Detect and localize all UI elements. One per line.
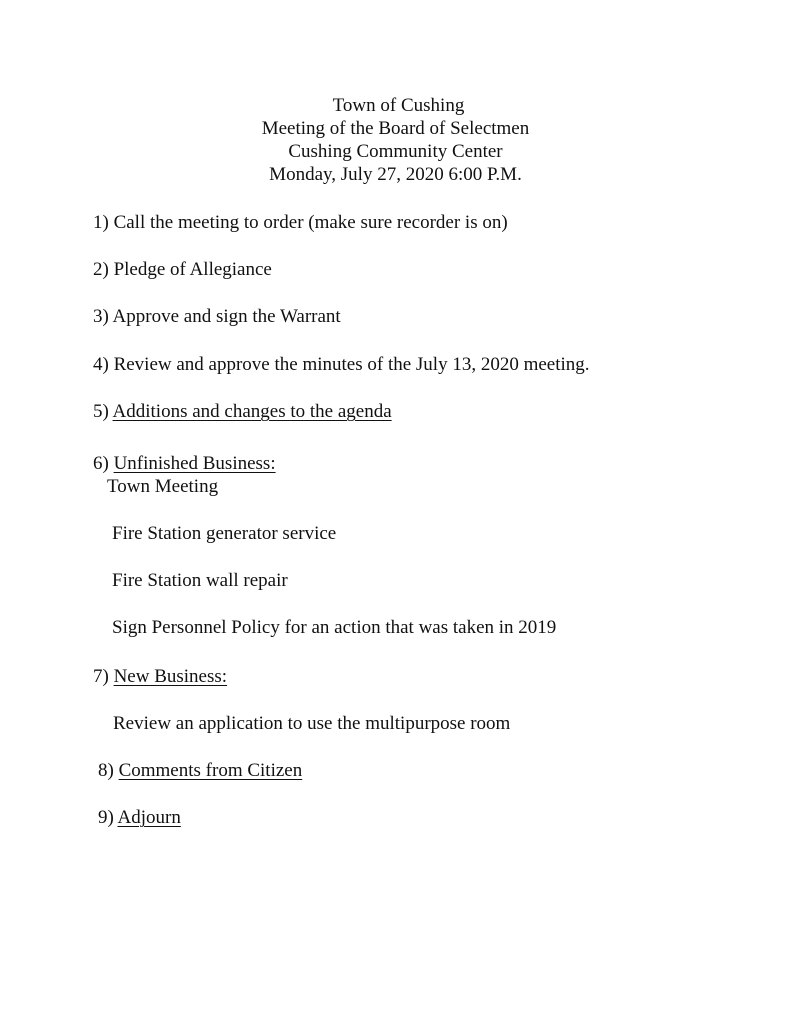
- agenda-subitem: Review an application to use the multipurpose room: [113, 713, 511, 734]
- meeting-datetime: Monday, July 27, 2020 6:00 P.M.: [269, 164, 522, 185]
- item-text: Call the meeting to order (make sure recorder is on): [113, 212, 508, 233]
- agenda-item-7: [93, 666, 227, 688]
- item-text: Review and approve the minutes of the July 13, 2020 meeting.: [113, 354, 590, 375]
- document-header: [0, 94, 791, 186]
- agenda-subitem: Town Meeting: [107, 476, 219, 497]
- item-text: Comments from Citizen: [118, 760, 303, 781]
- item-text: Unfinished Business:: [113, 453, 276, 474]
- item-text: Additions and changes to the agenda: [112, 401, 392, 422]
- town-name: Town of Cushing: [332, 95, 465, 116]
- item-text: Approve and sign the Warrant: [112, 306, 341, 327]
- item-text: Adjourn: [117, 807, 181, 828]
- item-number: 2): [93, 259, 109, 280]
- item-number: 8): [98, 760, 114, 781]
- item-number: 5): [93, 401, 109, 422]
- item-text: New Business:: [113, 666, 228, 687]
- agenda-subitem: Fire Station generator service: [112, 523, 337, 544]
- agenda-item-6: [93, 453, 276, 475]
- item-number: 3): [93, 306, 109, 327]
- item-number: 6): [93, 453, 109, 474]
- agenda-subitem: Sign Personnel Policy for an action that was taken in 2019: [112, 617, 557, 638]
- agenda-item-3: [93, 306, 341, 328]
- item-text: Pledge of Allegiance: [113, 259, 272, 280]
- agenda-item-4: [93, 354, 590, 376]
- agenda-item-1: [93, 212, 508, 234]
- agenda-subitem: Fire Station wall repair: [112, 570, 288, 591]
- agenda-item-2: [93, 259, 272, 281]
- meeting-location: Cushing Community Center: [288, 141, 503, 162]
- item-number: 4): [93, 354, 109, 375]
- agenda-item-9: [98, 807, 181, 829]
- item-number: 7): [93, 666, 109, 687]
- item-number: 9): [98, 807, 114, 828]
- meeting-title: Meeting of the Board of Selectmen: [261, 118, 530, 139]
- agenda-item-8: [98, 760, 302, 782]
- agenda-item-5: [93, 401, 392, 423]
- item-number: 1): [93, 212, 109, 233]
